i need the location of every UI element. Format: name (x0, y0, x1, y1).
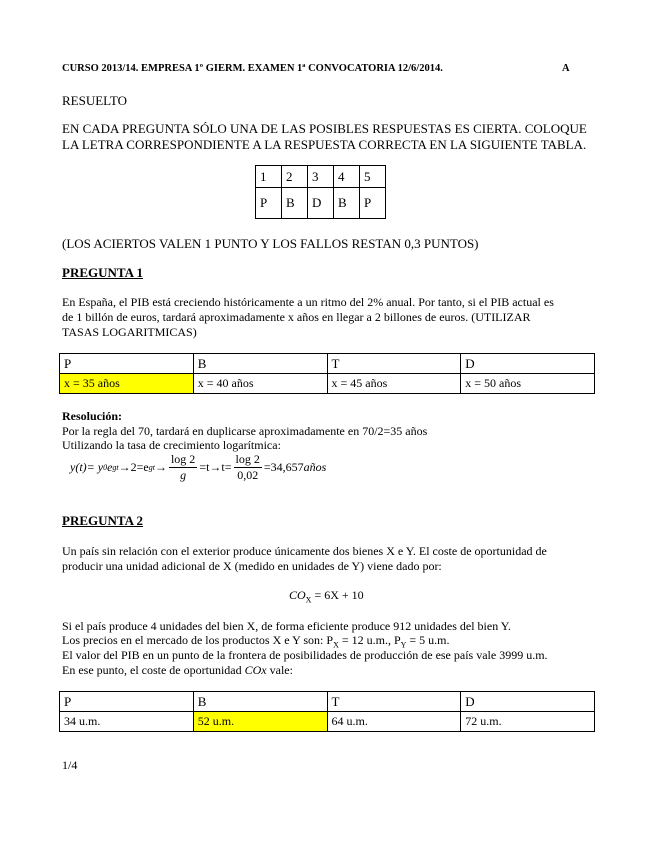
answer-letter: P (360, 188, 386, 219)
q2-prices-suby: Y (400, 640, 407, 650)
answer-number: 3 (308, 166, 334, 188)
q2-option-letter: P (60, 692, 194, 712)
q2-options-letters (60, 692, 595, 712)
q2-equation-lhs: CO (289, 588, 306, 602)
q2-prices-b: = 12 u.m., P (338, 633, 401, 647)
q2-line6-a: En ese punto, el coste de oportunidad (62, 663, 245, 677)
formula-lhs: y(t)= y (70, 460, 104, 474)
answer-letter: P (256, 188, 282, 219)
q1-option-value-correct: x = 35 años (60, 374, 194, 394)
frac1-den: g (180, 468, 187, 482)
q1-option-letter: D (461, 354, 595, 374)
q1-option-letter: T (327, 354, 461, 374)
scoring-note: (LOS ACIERTOS VALEN 1 PUNTO Y LOS FALLOS RESTAN 0,3 PUNTOS) (62, 236, 479, 251)
instructions-line2: LA LETRA CORRESPONDIENTE A LA RESPUESTA CORRECTA EN LA SIGUIENTE TABLA. (62, 137, 587, 152)
answer-table-letters (256, 188, 386, 219)
q2-option-letter: D (461, 692, 595, 712)
q1-option-letter: B (193, 354, 327, 374)
q2-prices-subx: X (333, 640, 339, 650)
q1-resolution-line1: Por la regla del 70, tardará en duplicarse aproximadamente en 70/2=35 años (62, 424, 428, 438)
q2-option-value: 72 u.m. (461, 712, 595, 732)
q2-text-line3: Si el país produce 4 unidades del bien X, de forma eficiente produce 912 unidades del bien Y. (62, 619, 511, 633)
q2-option-value-correct: 52 u.m. (193, 712, 327, 732)
q2-option-letter: T (327, 692, 461, 712)
q1-text-line2: de 1 billón de euros, tardará aproximadamente x años en llegar a 2 billones de euros. (UTILIZAR (62, 310, 531, 324)
q2-options-table (59, 691, 595, 732)
q1-option-value: x = 45 años (327, 374, 461, 394)
q2-option-value: 34 u.m. (60, 712, 194, 732)
page-number: 1/4 (62, 758, 78, 772)
q2-options-values (60, 712, 595, 732)
q1-options-letters (60, 354, 595, 374)
q2-equation-sub: X (305, 595, 312, 605)
formula-arrow: → (154, 460, 167, 474)
q1-options-values (60, 374, 595, 394)
frac2-num: log 2 (235, 452, 260, 466)
q2-title: PREGUNTA 2 (62, 513, 144, 528)
frac1-num: log 2 (170, 452, 196, 466)
answer-number: 2 (282, 166, 308, 188)
answer-letter: D (308, 188, 334, 219)
exam-header-title: CURSO 2013/14. EMPRESA 1º GIERM. EXAMEN 1ª CONVOCATORIA 12/6/2014. (62, 63, 443, 74)
q2-text-line5: El valor del PIB en un punto de la frontera de posibilidades de producción de ese país vale 3999 u.m. (62, 648, 548, 662)
q1-option-value: x = 40 años (193, 374, 327, 394)
formula-frac2 (234, 452, 262, 483)
exam-version: A (562, 63, 570, 74)
formula-frac1 (169, 452, 197, 483)
q2-option-letter: B (193, 692, 327, 712)
q1-text-line1: En España, el PIB está creciendo históricamente a un ritmo del 2% anual. Por tanto, si el PIB actual es (62, 295, 554, 309)
formula-sup1: gt (112, 463, 119, 472)
formula-e: e (107, 460, 113, 474)
answer-number: 1 (256, 166, 282, 188)
q1-text-line3: TASAS LOGARITMICAS) (62, 325, 197, 339)
q1-resolution-line2: Utilizando la tasa de crecimiento logarítmica: (62, 438, 281, 452)
formula-eq-t: =t→t= (199, 460, 232, 474)
q2-option-value: 64 u.m. (327, 712, 461, 732)
q2-prices-a: Los precios en el mercado de los productos X e Y son: P (62, 633, 334, 647)
answer-table-numbers (256, 166, 386, 188)
formula-sub: 0 (103, 463, 108, 472)
q2-text-line2: producir una unidad adicional de X (medido en unidades de Y) viene dado por: (62, 559, 442, 573)
formula-sup2: gt (148, 463, 155, 472)
q2-prices-c: = 5 u.m. (406, 633, 450, 647)
q2-text-line4 (62, 633, 450, 649)
q2-text-line1: Un país sin relación con el exterior produce únicamente dos bienes X e Y. El coste de oportunidad de (62, 544, 547, 558)
formula-unit: años (303, 460, 327, 474)
q1-resolution-title: Resolución: (62, 409, 122, 423)
q2-equation-rhs: = 6X + 10 (311, 588, 364, 602)
q2-text-line6 (62, 663, 293, 678)
q1-option-letter: P (60, 354, 194, 374)
q1-title: PREGUNTA 1 (62, 265, 144, 280)
answer-letter: B (282, 188, 308, 219)
instructions-line1: EN CADA PREGUNTA SÓLO UNA DE LAS POSIBLES RESPUESTAS ES CIERTA. COLOQUE (62, 121, 587, 136)
q1-option-value: x = 50 años (461, 374, 595, 394)
resuelto-label: RESUELTO (62, 93, 128, 108)
q1-options-table (59, 353, 595, 394)
formula-mid: →2=e (118, 460, 149, 474)
q2-line6-b: vale: (266, 663, 293, 677)
answer-number: 4 (334, 166, 360, 188)
q2-equation (289, 588, 364, 604)
answer-letter: B (334, 188, 360, 219)
answer-table (255, 165, 386, 219)
answer-number: 5 (360, 166, 386, 188)
q2-line6-co: COx (244, 663, 267, 677)
frac2-den: 0,02 (237, 468, 259, 482)
q1-formula (70, 452, 326, 483)
formula-result: =34,657 (263, 460, 304, 474)
